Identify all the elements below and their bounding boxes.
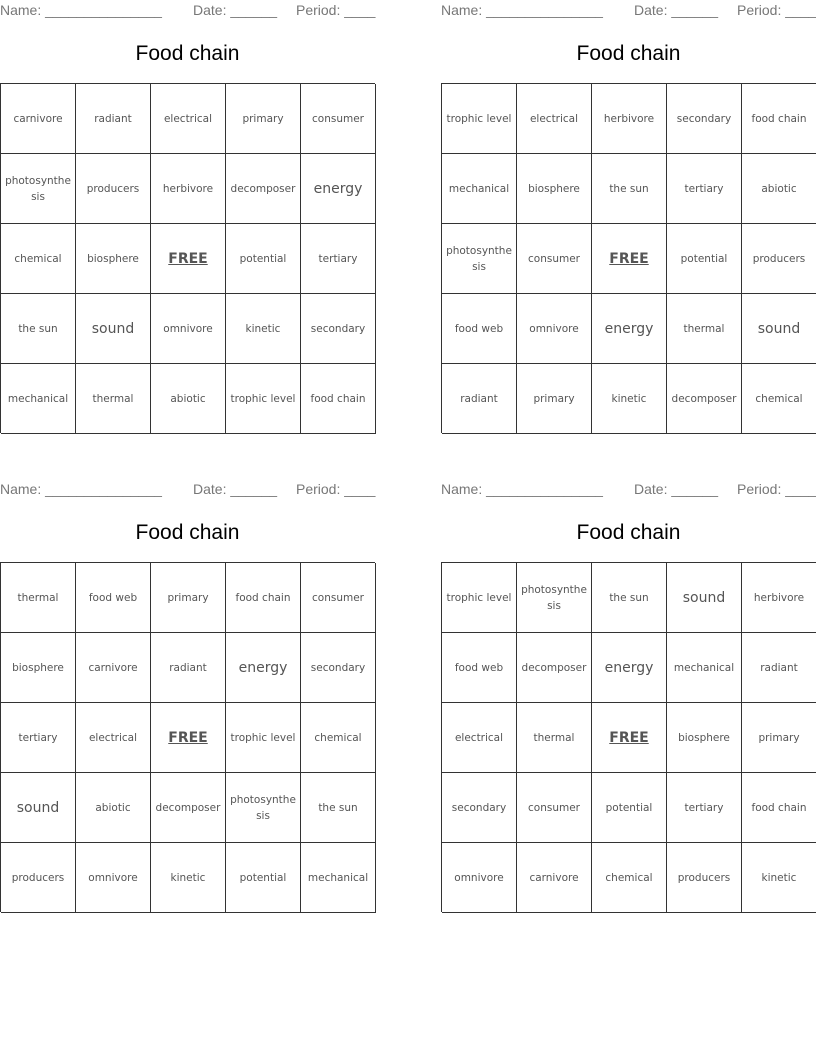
name-field: Name: _______________	[441, 2, 603, 18]
bingo-cell: radiant	[151, 633, 226, 703]
bingo-cell: sound	[667, 563, 742, 633]
bingo-cell: abiotic	[76, 773, 151, 843]
bingo-cell: carnivore	[76, 633, 151, 703]
bingo-cell: energy	[592, 294, 667, 364]
bingo-cell: photosynthesis	[226, 773, 301, 843]
bingo-cell: producers	[1, 843, 76, 913]
bingo-cell: mechanical	[301, 843, 376, 913]
bingo-cell: trophic level	[226, 364, 301, 434]
bingo-cell: thermal	[1, 563, 76, 633]
bingo-cell: mechanical	[442, 154, 517, 224]
bingo-cell: chemical	[742, 364, 816, 434]
bingo-card-4	[441, 479, 816, 909]
name-field: Name: _______________	[441, 481, 603, 497]
bingo-cell: tertiary	[1, 703, 76, 773]
bingo-cell: thermal	[667, 294, 742, 364]
bingo-cell: trophic level	[442, 563, 517, 633]
student-info-line	[0, 2, 375, 20]
card-title: Food chain	[135, 521, 240, 544]
student-info-line	[441, 481, 816, 499]
bingo-cell: potential	[667, 224, 742, 294]
bingo-cell: tertiary	[667, 154, 742, 224]
bingo-cell: omnivore	[76, 843, 151, 913]
bingo-cell: herbivore	[592, 84, 667, 154]
bingo-card-3	[0, 479, 375, 909]
bingo-grid	[0, 562, 375, 912]
bingo-cell: producers	[742, 224, 816, 294]
bingo-cell: photosynthesis	[442, 224, 517, 294]
bingo-cell: biosphere	[1, 633, 76, 703]
bingo-cell: photosynthesis	[1, 154, 76, 224]
bingo-cell: decomposer	[151, 773, 226, 843]
bingo-cell: radiant	[442, 364, 517, 434]
bingo-cell: secondary	[667, 84, 742, 154]
bingo-cell: potential	[226, 843, 301, 913]
bingo-cell: chemical	[301, 703, 376, 773]
bingo-cell: mechanical	[667, 633, 742, 703]
bingo-cell: food web	[442, 633, 517, 703]
date-field: Date: ______	[193, 2, 278, 18]
bingo-cell: trophic level	[442, 84, 517, 154]
bingo-cell: thermal	[76, 364, 151, 434]
bingo-cell: potential	[226, 224, 301, 294]
bingo-cell: food web	[76, 563, 151, 633]
student-info-line	[0, 481, 375, 499]
bingo-cell: sound	[1, 773, 76, 843]
bingo-cell: secondary	[301, 633, 376, 703]
bingo-cell: the sun	[592, 154, 667, 224]
bingo-cell: consumer	[301, 84, 376, 154]
bingo-cell: biosphere	[76, 224, 151, 294]
bingo-cell: omnivore	[442, 843, 517, 913]
bingo-cell: decomposer	[517, 633, 592, 703]
bingo-grid	[0, 83, 375, 433]
bingo-cell: electrical	[76, 703, 151, 773]
bingo-cell: the sun	[1, 294, 76, 364]
bingo-cell: energy	[226, 633, 301, 703]
bingo-cell: energy	[592, 633, 667, 703]
bingo-cell: photosynthesis	[517, 563, 592, 633]
bingo-card-2	[441, 0, 816, 430]
free-space: FREE	[592, 703, 667, 773]
bingo-cell: herbivore	[151, 154, 226, 224]
bingo-cell: kinetic	[151, 843, 226, 913]
bingo-cell: potential	[592, 773, 667, 843]
bingo-grid	[441, 562, 816, 912]
free-space: FREE	[592, 224, 667, 294]
bingo-cell: kinetic	[226, 294, 301, 364]
bingo-cell: sound	[742, 294, 816, 364]
bingo-cell: consumer	[517, 773, 592, 843]
bingo-cell: secondary	[442, 773, 517, 843]
bingo-cell: electrical	[517, 84, 592, 154]
bingo-cell: food chain	[226, 563, 301, 633]
bingo-cell: chemical	[1, 224, 76, 294]
bingo-cell: biosphere	[517, 154, 592, 224]
bingo-card-1	[0, 0, 375, 430]
bingo-cell: kinetic	[742, 843, 816, 913]
card-title: Food chain	[576, 521, 681, 544]
bingo-cell: trophic level	[226, 703, 301, 773]
bingo-cell: biosphere	[667, 703, 742, 773]
bingo-cell: primary	[517, 364, 592, 434]
bingo-cell: food chain	[301, 364, 376, 434]
date-field: Date: ______	[634, 481, 719, 497]
card-title: Food chain	[576, 42, 681, 65]
bingo-cell: carnivore	[517, 843, 592, 913]
bingo-cell: primary	[151, 563, 226, 633]
bingo-cell: kinetic	[592, 364, 667, 434]
bingo-cell: chemical	[592, 843, 667, 913]
bingo-cell: omnivore	[517, 294, 592, 364]
bingo-cell: producers	[667, 843, 742, 913]
bingo-cell: radiant	[742, 633, 816, 703]
bingo-cell: food web	[442, 294, 517, 364]
bingo-cell: the sun	[592, 563, 667, 633]
date-field: Date: ______	[634, 2, 719, 18]
bingo-cell: herbivore	[742, 563, 816, 633]
bingo-cell: radiant	[76, 84, 151, 154]
bingo-cell: decomposer	[667, 364, 742, 434]
bingo-cell: energy	[301, 154, 376, 224]
bingo-cell: electrical	[151, 84, 226, 154]
bingo-cell: tertiary	[301, 224, 376, 294]
period-field: Period: ____	[737, 481, 816, 497]
bingo-cell: abiotic	[151, 364, 226, 434]
bingo-cell: consumer	[301, 563, 376, 633]
free-space: FREE	[151, 703, 226, 773]
free-space: FREE	[151, 224, 226, 294]
period-field: Period: ____	[296, 2, 376, 18]
bingo-cell: decomposer	[226, 154, 301, 224]
bingo-cell: primary	[226, 84, 301, 154]
name-field: Name: _______________	[0, 2, 162, 18]
period-field: Period: ____	[737, 2, 816, 18]
bingo-cell: thermal	[517, 703, 592, 773]
bingo-cell: secondary	[301, 294, 376, 364]
bingo-cell: tertiary	[667, 773, 742, 843]
bingo-cell: carnivore	[1, 84, 76, 154]
bingo-cell: food chain	[742, 773, 816, 843]
bingo-grid	[441, 83, 816, 433]
bingo-cell: food chain	[742, 84, 816, 154]
bingo-cell: producers	[76, 154, 151, 224]
bingo-cell: omnivore	[151, 294, 226, 364]
bingo-cell: the sun	[301, 773, 376, 843]
name-field: Name: _______________	[0, 481, 162, 497]
bingo-cell: electrical	[442, 703, 517, 773]
bingo-cell: mechanical	[1, 364, 76, 434]
student-info-line	[441, 2, 816, 20]
date-field: Date: ______	[193, 481, 278, 497]
bingo-cell: consumer	[517, 224, 592, 294]
period-field: Period: ____	[296, 481, 376, 497]
bingo-cell: sound	[76, 294, 151, 364]
bingo-cell: primary	[742, 703, 816, 773]
card-title: Food chain	[135, 42, 240, 65]
bingo-cell: abiotic	[742, 154, 816, 224]
